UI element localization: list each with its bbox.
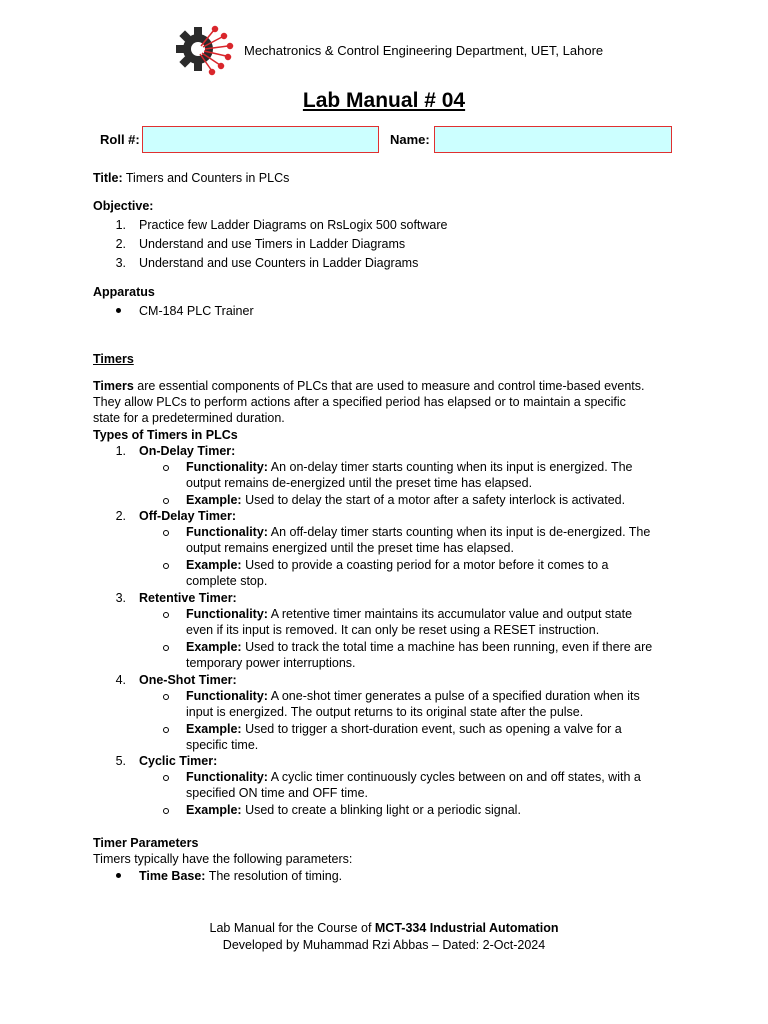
functionality-line: input is energized. The output returns to its original state after the pulse. [186, 705, 584, 719]
types-heading: Types of Timers in PLCs [93, 428, 238, 442]
name-label: Name: [390, 132, 430, 147]
bullet-icon [116, 308, 121, 313]
list-number: 3. [115, 591, 126, 605]
circle-bullet-icon [163, 498, 169, 504]
bullet-icon [116, 873, 121, 878]
example-line: Example: Used to track the total time a machine has been running, even if there are [186, 640, 653, 654]
params-heading: Timer Parameters [93, 836, 199, 850]
functionality-line: output remains energized until the preset time has elapsed. [186, 541, 514, 555]
functionality-line: Functionality: A cyclic timer continuously cycles between on and off states, with a [186, 770, 641, 784]
objective-item: Understand and use Timers in Ladder Diagrams [139, 237, 406, 251]
list-number: 2. [115, 509, 126, 523]
timer-type-name: On-Delay Timer: [139, 444, 236, 458]
functionality-line: even if its input is removed. It can only be reset using a RESET instruction. [186, 623, 600, 637]
list-number: 1. [115, 218, 126, 232]
functionality-line: Functionality: A one-shot timer generates a pulse of a specified duration when its [186, 689, 640, 703]
timers-intro-line: Timers are essential components of PLCs that are used to measure and control time-based events. [93, 379, 645, 393]
list-number: 2. [115, 237, 126, 251]
title-line: Title: Timers and Counters in PLCs [93, 171, 290, 185]
circle-bullet-icon [163, 465, 169, 471]
timers-intro-line: state for a predetermined duration. [93, 411, 285, 425]
example-line: Example: Used to provide a coasting period for a motor before it comes to a [186, 558, 609, 572]
param-item: Time Base: The resolution of timing. [139, 869, 343, 883]
timer-type-name: One-Shot Timer: [139, 673, 237, 687]
example-line: complete stop. [186, 574, 268, 588]
functionality-line: Functionality: A retentive timer maintains its accumulator value and output state [186, 607, 633, 621]
timer-type-name: Cyclic Timer: [139, 754, 218, 768]
manual-title: Lab Manual # 04 [302, 89, 466, 112]
functionality-line: specified ON time and OFF time. [186, 786, 369, 800]
roll-number-field[interactable] [142, 126, 379, 153]
name-field[interactable] [434, 126, 672, 153]
circle-bullet-icon [163, 808, 169, 814]
list-number: 1. [115, 444, 126, 458]
apparatus-heading: Apparatus [93, 285, 155, 299]
circle-bullet-icon [163, 694, 169, 700]
timers-intro-line: They allow PLCs to perform actions after a specified period has elapsed or to maintain a specific [93, 395, 626, 409]
example-line: Example: Used to trigger a short-duration event, such as opening a valve for a [186, 722, 622, 736]
roll-label: Roll #: [100, 132, 140, 147]
functionality-line: output remains de-energized until the preset time has elapsed. [186, 476, 533, 490]
objective-heading: Objective: [93, 199, 154, 213]
objective-item: Practice few Ladder Diagrams on RsLogix 500 software [139, 218, 448, 232]
example-line: specific time. [186, 738, 259, 752]
circle-bullet-icon [163, 727, 169, 733]
circle-bullet-icon [163, 645, 169, 651]
timer-type-name: Retentive Timer: [139, 591, 237, 605]
example-line: temporary power interruptions. [186, 656, 356, 670]
gear-logo-icon [174, 22, 238, 76]
functionality-line: Functionality: An off-delay timer starts counting when its input is de-energized. The [186, 525, 651, 539]
functionality-line: Functionality: An on-delay timer starts counting when its input is energized. The [186, 460, 633, 474]
example-line: Example: Used to create a blinking light or a periodic signal. [186, 803, 521, 817]
params-intro: Timers typically have the following parameters: [93, 852, 353, 866]
objective-item: Understand and use Counters in Ladder Diagrams [139, 256, 419, 270]
example-line: Example: Used to delay the start of a motor after a safety interlock is activated. [186, 493, 626, 507]
footer-course-line: Lab Manual for the Course of MCT-334 Industrial Automation [209, 921, 559, 935]
list-number: 5. [115, 754, 126, 768]
list-number: 3. [115, 256, 126, 270]
list-number: 4. [115, 673, 126, 687]
timer-type-name: Off-Delay Timer: [139, 509, 237, 523]
circle-bullet-icon [163, 612, 169, 618]
footer-author-line: Developed by Muhammad Rzi Abbas – Dated: 2-Oct-2024 [222, 938, 546, 952]
circle-bullet-icon [163, 775, 169, 781]
apparatus-item: CM-184 PLC Trainer [139, 304, 254, 318]
circle-bullet-icon [163, 530, 169, 536]
department-header: Mechatronics & Control Engineering Department, UET, Lahore [244, 43, 604, 58]
circle-bullet-icon [163, 563, 169, 569]
timers-heading: Timers [93, 352, 134, 366]
